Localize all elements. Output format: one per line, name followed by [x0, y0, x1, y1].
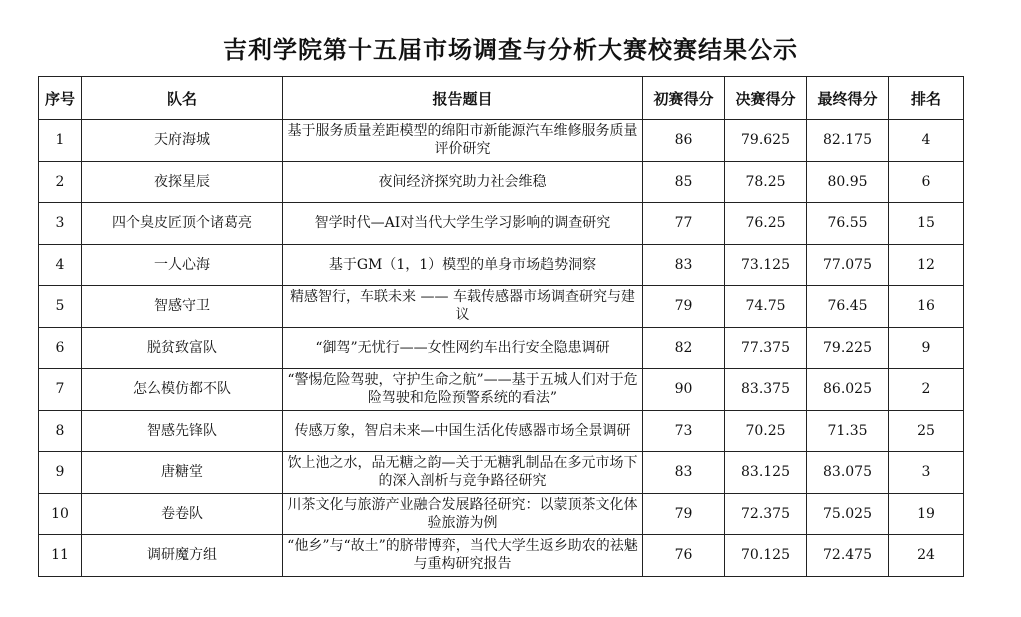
- cell-total: 71.35: [807, 410, 889, 452]
- cell-final: 77.375: [725, 327, 807, 369]
- cell-rank: 6: [889, 161, 964, 203]
- table-row: [39, 410, 964, 452]
- cell-prelim: 77: [643, 203, 725, 245]
- cell-no: 6: [39, 327, 82, 369]
- cell-no: 4: [39, 244, 82, 286]
- cell-prelim: 82: [643, 327, 725, 369]
- table-row: [39, 161, 964, 203]
- cell-prelim: 90: [643, 369, 725, 411]
- cell-no: 9: [39, 452, 82, 494]
- cell-report: 基于GM（1，1）模型的单身市场趋势洞察: [283, 244, 643, 286]
- cell-report: “他乡”与“故土”的脐带博弈，当代大学生返乡助农的祛魅与重构研究报告: [283, 535, 643, 577]
- cell-prelim: 85: [643, 161, 725, 203]
- table-row: [39, 493, 964, 535]
- cell-team: 脱贫致富队: [82, 327, 283, 369]
- cell-no: 8: [39, 410, 82, 452]
- cell-report: “警惕危险驾驶，守护生命之航”——基于五城人们对于危险驾驶和危险预警系统的看法”: [283, 369, 643, 411]
- cell-rank: 24: [889, 535, 964, 577]
- header-prelim: 初赛得分: [643, 77, 725, 120]
- cell-prelim: 83: [643, 244, 725, 286]
- cell-final: 79.625: [725, 120, 807, 162]
- cell-report: “御驾”无忧行——女性网约车出行安全隐患调研: [283, 327, 643, 369]
- cell-team: 一人心海: [82, 244, 283, 286]
- cell-final: 73.125: [725, 244, 807, 286]
- cell-team: 调研魔方组: [82, 535, 283, 577]
- cell-prelim: 79: [643, 286, 725, 328]
- page-title: 吉利学院第十五届市场调查与分析大赛校赛结果公示: [223, 36, 798, 64]
- cell-total: 80.95: [807, 161, 889, 203]
- cell-team: 智感守卫: [82, 286, 283, 328]
- cell-report: 传感万象，智启未来—中国生活化传感器市场全景调研: [283, 410, 643, 452]
- table-row: [39, 286, 964, 328]
- cell-report: 基于服务质量差距模型的绵阳市新能源汽车维修服务质量评价研究: [283, 120, 643, 162]
- header-team: 队名: [82, 77, 283, 120]
- cell-report: 夜间经济探究助力社会维稳: [283, 161, 643, 203]
- cell-total: 86.025: [807, 369, 889, 411]
- cell-final: 70.25: [725, 410, 807, 452]
- cell-team: 天府海城: [82, 120, 283, 162]
- cell-final: 76.25: [725, 203, 807, 245]
- table-row: [39, 244, 964, 286]
- cell-final: 83.375: [725, 369, 807, 411]
- header-total: 最终得分: [807, 77, 889, 120]
- cell-report: 精感智行，车联未来 —— 车载传感器市场调查研究与建议: [283, 286, 643, 328]
- header-rank: 排名: [889, 77, 964, 120]
- cell-no: 7: [39, 369, 82, 411]
- cell-total: 83.075: [807, 452, 889, 494]
- cell-team: 唐糖堂: [82, 452, 283, 494]
- cell-team: 卷卷队: [82, 493, 283, 535]
- cell-team: 夜探星辰: [82, 161, 283, 203]
- cell-prelim: 79: [643, 493, 725, 535]
- cell-report: 川茶文化与旅游产业融合发展路径研究：以蒙顶茶文化体验旅游为例: [283, 493, 643, 535]
- cell-total: 72.475: [807, 535, 889, 577]
- cell-rank: 12: [889, 244, 964, 286]
- cell-no: 5: [39, 286, 82, 328]
- cell-final: 83.125: [725, 452, 807, 494]
- cell-no: 2: [39, 161, 82, 203]
- cell-total: 75.025: [807, 493, 889, 535]
- results-table: [38, 76, 964, 577]
- cell-rank: 3: [889, 452, 964, 494]
- cell-total: 76.45: [807, 286, 889, 328]
- cell-prelim: 76: [643, 535, 725, 577]
- cell-report: 智学时代—AI对当代大学生学习影响的调查研究: [283, 203, 643, 245]
- cell-team: 怎么模仿都不队: [82, 369, 283, 411]
- cell-rank: 2: [889, 369, 964, 411]
- cell-no: 3: [39, 203, 82, 245]
- header-report: 报告题目: [283, 77, 643, 120]
- table-row: [39, 369, 964, 411]
- cell-total: 82.175: [807, 120, 889, 162]
- header-final: 决赛得分: [725, 77, 807, 120]
- cell-rank: 25: [889, 410, 964, 452]
- table-row: [39, 327, 964, 369]
- cell-final: 72.375: [725, 493, 807, 535]
- cell-prelim: 73: [643, 410, 725, 452]
- header-row: [39, 77, 964, 120]
- cell-total: 77.075: [807, 244, 889, 286]
- cell-final: 70.125: [725, 535, 807, 577]
- cell-no: 1: [39, 120, 82, 162]
- cell-rank: 9: [889, 327, 964, 369]
- cell-rank: 19: [889, 493, 964, 535]
- header-no: 序号: [39, 77, 82, 120]
- table-row: [39, 120, 964, 162]
- table-row: [39, 452, 964, 494]
- cell-total: 76.55: [807, 203, 889, 245]
- cell-no: 11: [39, 535, 82, 577]
- cell-rank: 4: [889, 120, 964, 162]
- cell-prelim: 83: [643, 452, 725, 494]
- cell-final: 78.25: [725, 161, 807, 203]
- cell-final: 74.75: [725, 286, 807, 328]
- cell-no: 10: [39, 493, 82, 535]
- cell-total: 79.225: [807, 327, 889, 369]
- cell-rank: 16: [889, 286, 964, 328]
- table-row: [39, 535, 964, 577]
- table-row: [39, 203, 964, 245]
- cell-rank: 15: [889, 203, 964, 245]
- cell-report: 饮上池之水，品无糖之韵—关于无糖乳制品在多元市场下的深入剖析与竞争路径研究: [283, 452, 643, 494]
- cell-team: 智感先锋队: [82, 410, 283, 452]
- cell-prelim: 86: [643, 120, 725, 162]
- cell-team: 四个臭皮匠顶个诸葛亮: [82, 203, 283, 245]
